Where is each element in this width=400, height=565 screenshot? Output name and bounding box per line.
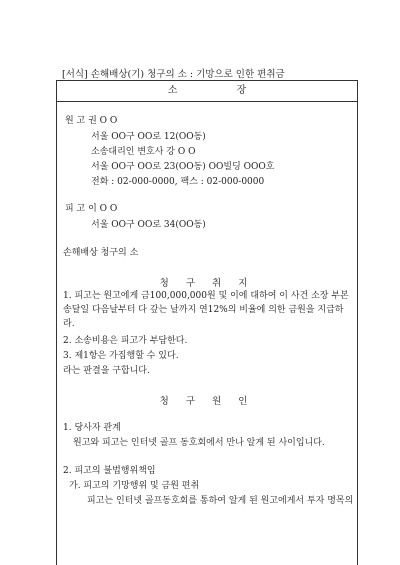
plaintiff-attorney: 소송대리인 변호사 강 O O — [91, 147, 196, 157]
case-name: 손해배상 청구의 소 — [63, 248, 139, 258]
section-1-title: 1. 당사자 관계 — [63, 423, 121, 433]
attorney-address: 서울 OO구 OO로 23(OO동) OO빌딩 OOO호 — [91, 162, 275, 172]
section-1-body: 원고와 피고는 인터넷 골프 동호회에서 만나 알게 된 사이입니다. — [73, 438, 325, 448]
plaintiff-address: 서울 OO구 OO로 12(OO동) — [91, 132, 206, 142]
section-2-title: 2. 피고의 불법행위책임 — [63, 466, 156, 476]
section-2-subtitle: 가. 피고의 기망행위 및 금원 편취 — [69, 481, 200, 491]
document-title: 소 장 — [57, 81, 357, 102]
claim-cause-heading: 청 구 원 인 — [159, 396, 255, 407]
claim-purpose-closing: 라는 판결을 구합니다. — [63, 366, 150, 376]
plaintiff-label: 원 고 권 O O — [65, 116, 118, 126]
claim-purpose-item-2: 2. 소송비용은 피고가 부담한다. — [63, 336, 188, 346]
document-header: [서식] 손해배상(기) 청구의 소 : 기망으로 인한 편취금 — [62, 69, 285, 80]
document-frame — [56, 80, 358, 565]
defendant-label: 피 고 이 O O — [65, 204, 118, 214]
defendant-address: 서울 OO구 OO로 34(OO동) — [91, 220, 206, 230]
attorney-contact: 전화 : 02-000-0000, 팩스 : 02-000-0000 — [91, 177, 265, 187]
claim-purpose-item-3: 3. 제1항은 가집행할 수 있다. — [63, 351, 179, 361]
claim-purpose-heading: 청 구 취 지 — [159, 278, 255, 289]
claim-purpose-item-1: 1. 피고는 원고에게 금100,000,000원 및 이에 대하여 이 사건 소장 부본 송달일 다음날부터 다 갚는 날까지 연12%의 비율에 의한 금원을 지급하라. — [63, 291, 349, 329]
section-2-body: 피고는 인터넷 골프동호회를 통하여 알게 된 원고에게서 투자 명목의 — [87, 496, 354, 506]
